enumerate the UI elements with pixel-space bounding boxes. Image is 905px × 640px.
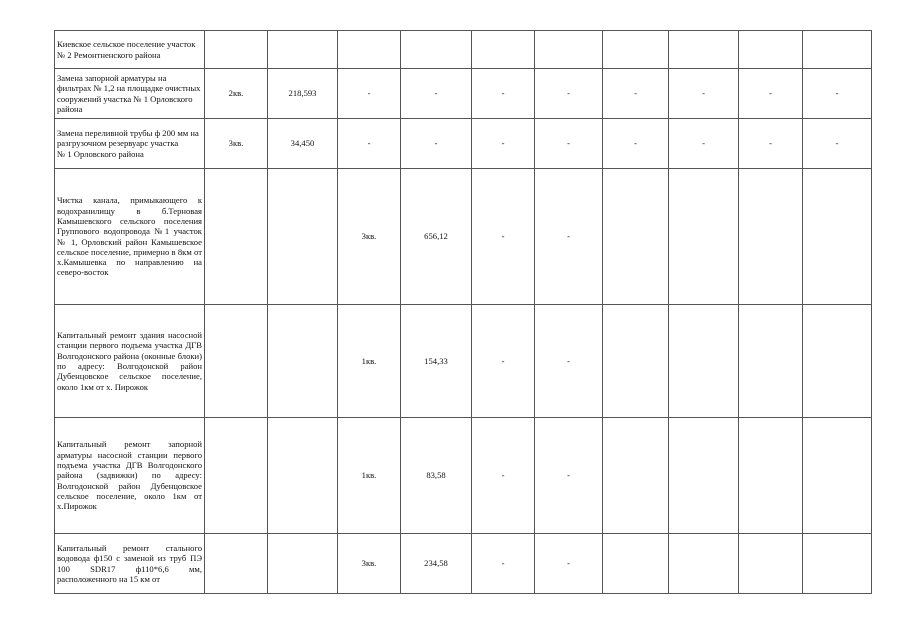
cell-v1: 218,593	[268, 69, 338, 119]
cell-q2: 3кв.	[338, 534, 401, 594]
cell-v1	[268, 418, 338, 534]
cell-c5: -	[472, 534, 535, 594]
cell-c5: -	[472, 418, 535, 534]
cell-c5: -	[472, 305, 535, 418]
cell-q1	[205, 31, 268, 69]
cell-v1	[268, 31, 338, 69]
table-row	[55, 418, 872, 534]
cell-c9	[739, 31, 803, 69]
cell-q2: -	[338, 69, 401, 119]
cell-c6: -	[535, 69, 603, 119]
cell-c6: -	[535, 534, 603, 594]
cell-c7	[603, 169, 669, 305]
cell-c8	[669, 31, 739, 69]
cell-c10	[803, 305, 872, 418]
cell-c10	[803, 534, 872, 594]
table-row	[55, 69, 872, 119]
cell-q1	[205, 169, 268, 305]
cell-v2: 83,58	[401, 418, 472, 534]
cell-q1: 3кв.	[205, 119, 268, 169]
table-row	[55, 119, 872, 169]
cell-q2: 1кв.	[338, 418, 401, 534]
work-description-cell: Капитальный ремонт запорной арматуры насосной станции первого подъема участка ДГВ Волгодонского района (задвижки) по адресу: Волгодонской район Дубенцовское сельское поселение, около 1км от х.Пирожок	[55, 418, 205, 534]
cell-v1	[268, 305, 338, 418]
cell-c10	[803, 31, 872, 69]
cell-q1: 2кв.	[205, 69, 268, 119]
cell-c9: -	[739, 119, 803, 169]
cell-c5: -	[472, 119, 535, 169]
cell-c9	[739, 534, 803, 594]
cell-c8	[669, 169, 739, 305]
cell-v1	[268, 534, 338, 594]
cell-q1	[205, 534, 268, 594]
work-description-cell: Замена переливной трубы ф 200 мм на разгрузочном резервуарс участка № 1 Орловского района	[55, 119, 205, 169]
work-description-cell: Капитальный ремонт здания насосной станции первого подъема участка ДГВ Волгодонского района (оконные блоки) по адресу: Волгодонской район Дубенцовское сельское поселение, около 1км от х. Пирожок	[55, 305, 205, 418]
table-row	[55, 534, 872, 594]
cell-v1	[268, 169, 338, 305]
cell-c9	[739, 169, 803, 305]
cell-c8: -	[669, 69, 739, 119]
cell-v2: 154,33	[401, 305, 472, 418]
cell-c6: -	[535, 305, 603, 418]
cell-q2	[338, 31, 401, 69]
cell-v1: 34,450	[268, 119, 338, 169]
cell-c8: -	[669, 119, 739, 169]
cell-q2: 3кв.	[338, 169, 401, 305]
cell-c9	[739, 418, 803, 534]
cell-c7: -	[603, 119, 669, 169]
cell-c6: -	[535, 169, 603, 305]
cell-v2: 656,12	[401, 169, 472, 305]
table-row	[55, 31, 872, 69]
work-description-cell: Чистка канала, примыкающего к водохранилищу в б.Терновая Камышевского сельского поселения Группового водопровода №1 участок № 1, Орловский район Камышевское сельское поселение, примерно в 8км от х.Камышевка по направлению на северо-восток	[55, 169, 205, 305]
work-description-cell: Капитальный ремонт стального водовода ф150 с заменой из труб ПЭ 100 SDR17 ф110*6,6 мм, расположенного на 15 км от	[55, 534, 205, 594]
cell-v2	[401, 31, 472, 69]
cell-q2: 1кв.	[338, 305, 401, 418]
cell-c6	[535, 31, 603, 69]
cell-c5: -	[472, 69, 535, 119]
cell-v2: -	[401, 69, 472, 119]
cell-c10: -	[803, 119, 872, 169]
cell-c9	[739, 305, 803, 418]
cell-c7: -	[603, 69, 669, 119]
cell-c8	[669, 305, 739, 418]
cell-c7	[603, 418, 669, 534]
cell-c5: -	[472, 169, 535, 305]
cell-c10	[803, 169, 872, 305]
cell-c10	[803, 418, 872, 534]
cell-q1	[205, 305, 268, 418]
table-row	[55, 305, 872, 418]
cell-c7	[603, 31, 669, 69]
cell-c7	[603, 305, 669, 418]
cell-c8	[669, 534, 739, 594]
cell-v2: -	[401, 119, 472, 169]
work-description-cell: Киевское сельское поселение участок № 2 Ремонтненского района	[55, 31, 205, 69]
table-row	[55, 169, 872, 305]
works-table	[54, 30, 872, 594]
cell-c10: -	[803, 69, 872, 119]
cell-q2: -	[338, 119, 401, 169]
cell-v2: 234,58	[401, 534, 472, 594]
cell-c7	[603, 534, 669, 594]
cell-c6: -	[535, 418, 603, 534]
cell-c5	[472, 31, 535, 69]
cell-c8	[669, 418, 739, 534]
cell-c9: -	[739, 69, 803, 119]
cell-q1	[205, 418, 268, 534]
work-description-cell: Замена запорной арматуры на фильтрах № 1,2 на площадке очистных сооружений участка № 1 Орловского района	[55, 69, 205, 119]
cell-c6: -	[535, 119, 603, 169]
